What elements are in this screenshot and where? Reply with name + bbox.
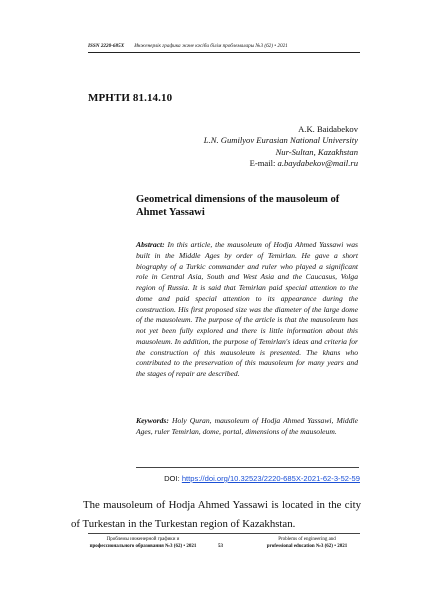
email-value[interactable]: a.baydabekov@mail.ru [277,158,358,169]
abstract-text: In this article, the mausoleum of Hodja Ahmed Yassawi was built in the Middle Ages by order of Temirlan. He gave a short biography of a Turkic commander and ruler who played a significant role in Central Asia, South and West Asia and the Caucasus, Volga region of Russia. It is said that Temirlan paid special attention to the dome and paid special attention to its appearance during the construction. His first proposed size was the diameter of the large dome of the mausoleum. The purpose of the article is that the mausoleum has not yet been fully explored and there is little information about this mausoleum. In addition, the purpose of Temirlan's ideas and criteria for the construction of this mausoleum is presented. The khans who contributed to the preservation of this mausoleum for many years and the stages of repair are described. [136,240,358,378]
email-label: E-mail: [249,158,276,169]
doi-line [136,474,360,483]
footer-right-line-2: professional education №3 (62) • 2021 [266,543,348,549]
issn: ISSN 2220-685X [88,43,125,49]
page-number: 53 [218,543,223,549]
footer-left-line-1: Проблемы инженерной графики и [106,537,180,542]
author-city: Nur-Sultan, Kazakhstan [275,146,358,157]
abstract-label: Abstract: [136,240,165,249]
footer-divider [88,533,360,534]
author-block [158,124,358,170]
keywords-text: Holy Quran, mausoleum of Hodja Ahmed Yassawi, Middle Ages, ruler Temirlan, dome, portal, dimensions of the mausoleum. [136,416,358,436]
article-title-line-2: Ahmet Yassawi [136,207,205,219]
udc-code: МРНТИ 81.14.10 [88,92,173,104]
author-email [158,158,358,169]
author-affiliation: L.N. Gumilyov Eurasian National University [203,135,358,146]
keywords-label: Keywords: [136,416,169,425]
body-paragraph: The mausoleum of Hodja Ahmed Yassawi is located in the city of Turkestan in the Turkestan region of Kazakhstan. [71,499,361,530]
footer-left [88,537,198,551]
doi-label: DOI: [164,474,180,483]
journal-title: Инженерлік графика және кәсіби білім проблемалары №3 (62) • 2021 [134,43,288,49]
abstract [136,240,358,380]
footer-right-line-1: Problems of engineering and [278,537,336,542]
keywords [136,416,358,438]
running-header [88,43,360,53]
author-name: A.K. Baidabekov [298,124,358,134]
footer-right [252,537,362,551]
footer-left-line-2: профессионального образования №3 (62) • 2021 [89,543,197,549]
article-title-line-1: Geometrical dimensions of the mausoleum of [136,194,340,205]
article-title [136,193,358,219]
doi-link[interactable]: https://doi.org/10.32523/2220-685X-2021-62-3-52-59 [181,474,360,483]
doi-divider [136,467,359,468]
